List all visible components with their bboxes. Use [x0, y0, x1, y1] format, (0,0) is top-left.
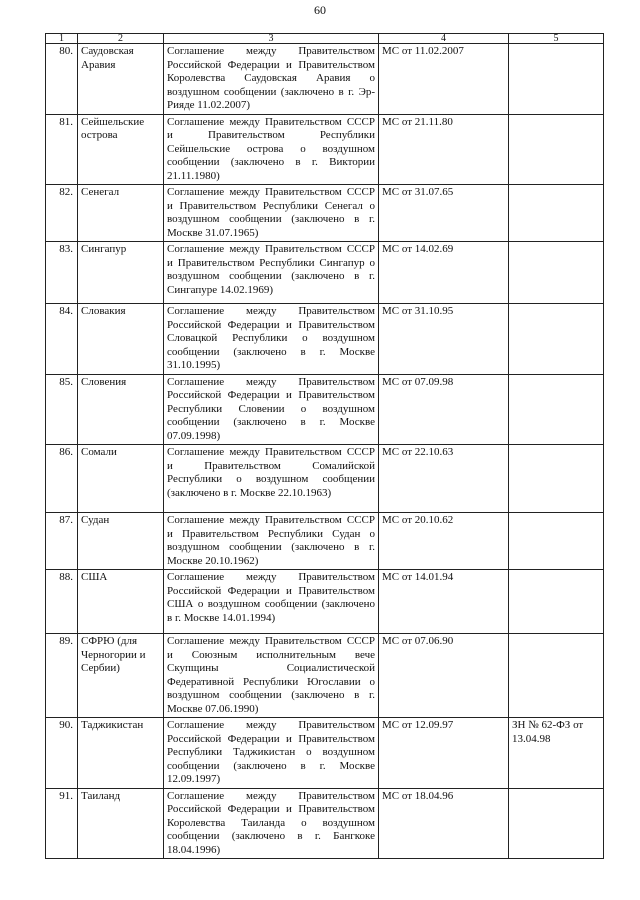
row-number: 86. [46, 445, 78, 513]
country-name: Сенегал [78, 185, 164, 242]
column-header: 5 [509, 34, 604, 44]
agreement-text: Соглашение между Правительством Российской Федерации и Правительством Королевства Таиланда о воздушном сообщении (заключено в г. Бангкоке 18.04.1996) [164, 788, 379, 859]
ms-date: МС от 14.01.94 [379, 570, 509, 634]
agreement-text: Соглашение между Правительством Российской Федерации и Правительством Республики Таджикистан о воздушном сообщении (заключено в г. Москве 12.09.1997) [164, 718, 379, 789]
row-number: 85. [46, 374, 78, 445]
row-number: 81. [46, 114, 78, 185]
ms-date: МС от 31.07.65 [379, 185, 509, 242]
table-row [46, 445, 604, 513]
country-name: Словения [78, 374, 164, 445]
note [509, 634, 604, 718]
table-row [46, 788, 604, 859]
ms-date: МС от 12.09.97 [379, 718, 509, 789]
row-number: 87. [46, 513, 78, 570]
ms-date: МС от 07.06.90 [379, 634, 509, 718]
ms-date: МС от 11.02.2007 [379, 44, 509, 115]
agreement-text: Соглашение между Правительством СССР и Союзным исполнительным вече Скупщины Социалистической Федеративной Республики Югославии о воздушном сообщении (заключено в г. Москве 07.06.1990) [164, 634, 379, 718]
country-name: Судан [78, 513, 164, 570]
agreement-text: Соглашение между Правительством СССР и Правительством Сомалийской Республики о воздушном сообщении (заключено в г. Москве 22.10.1963) [164, 445, 379, 513]
agreement-text: Соглашение между Правительством СССР и Правительством Республики Судан о воздушном сообщении (заключено в г. Москве 20.10.1962) [164, 513, 379, 570]
ms-date: МС от 07.09.98 [379, 374, 509, 445]
row-number: 80. [46, 44, 78, 115]
table-row [46, 242, 604, 304]
agreement-text: Соглашение между Правительством Российской Федерации и Правительством Республики Словении о воздушном сообщении (заключено в г. Москве 07.09.1998) [164, 374, 379, 445]
note [509, 304, 604, 375]
column-header: 3 [164, 34, 379, 44]
table-row [46, 718, 604, 789]
ms-date: МС от 18.04.96 [379, 788, 509, 859]
table-row [46, 44, 604, 115]
table-row [46, 570, 604, 634]
country-name: Словакия [78, 304, 164, 375]
table-row [46, 513, 604, 570]
column-header: 2 [78, 34, 164, 44]
country-name: США [78, 570, 164, 634]
row-number: 91. [46, 788, 78, 859]
column-header: 1 [46, 34, 78, 44]
country-name: Сейшельские острова [78, 114, 164, 185]
note [509, 788, 604, 859]
note [509, 242, 604, 304]
column-header: 4 [379, 34, 509, 44]
agreement-text: Соглашение между Правительством Российской Федерации и Правительством Словацкой Республики о воздушном сообщении (заключено в г. Москве 31.10.1995) [164, 304, 379, 375]
ms-date: МС от 21.11.80 [379, 114, 509, 185]
row-number: 84. [46, 304, 78, 375]
table-row [46, 634, 604, 718]
ms-date: МС от 20.10.62 [379, 513, 509, 570]
agreement-text: Соглашение между Правительством СССР и Правительством Республики Сейшельские острова о воздушном сообщении (заключено в г. Виктории 21.11.1980) [164, 114, 379, 185]
note [509, 445, 604, 513]
row-number: 90. [46, 718, 78, 789]
column-header-row [46, 34, 604, 44]
row-number: 82. [46, 185, 78, 242]
note [509, 513, 604, 570]
ms-date: МС от 22.10.63 [379, 445, 509, 513]
country-name: Сомали [78, 445, 164, 513]
row-number: 89. [46, 634, 78, 718]
country-name: Сингапур [78, 242, 164, 304]
note [509, 44, 604, 115]
agreement-text: Соглашение между Правительством Российской Федерации и Правительством Королевства Саудовская Аравия о воздушном сообщении (заключено в г. Эр-Рияде 11.02.2007) [164, 44, 379, 115]
agreement-text: Соглашение между Правительством СССР и Правительством Республики Сингапур о воздушном сообщении (заключено в г. Сингапуре 14.02.1969) [164, 242, 379, 304]
table-row [46, 374, 604, 445]
page-number: 60 [314, 3, 326, 17]
note: ЗН № 62-ФЗ от 13.04.98 [509, 718, 604, 789]
agreement-text: Соглашение между Правительством СССР и Правительством Республики Сенегал о воздушном сообщении (заключено в г. Москве 31.07.1965) [164, 185, 379, 242]
note [509, 374, 604, 445]
agreements-table [45, 33, 604, 859]
agreement-text: Соглашение между Правительством Российской Федерации и Правительством США о воздушном сообщении (заключено в г. Москве 14.01.1994) [164, 570, 379, 634]
country-name: Таиланд [78, 788, 164, 859]
country-name: Саудовская Аравия [78, 44, 164, 115]
row-number: 83. [46, 242, 78, 304]
note [509, 114, 604, 185]
row-number: 88. [46, 570, 78, 634]
ms-date: МС от 14.02.69 [379, 242, 509, 304]
table-row [46, 304, 604, 375]
note [509, 185, 604, 242]
country-name: Таджикистан [78, 718, 164, 789]
ms-date: МС от 31.10.95 [379, 304, 509, 375]
note [509, 570, 604, 634]
table-row [46, 185, 604, 242]
country-name: СФРЮ (для Черногории и Сербии) [78, 634, 164, 718]
table-row [46, 114, 604, 185]
